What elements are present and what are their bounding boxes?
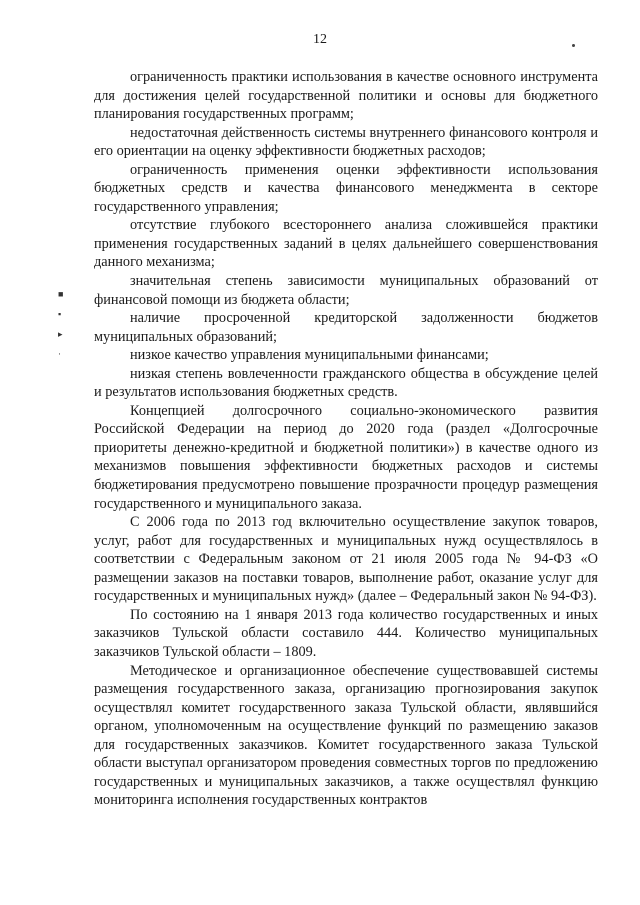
margin-mark: ▸ (58, 329, 63, 339)
scan-artifact (572, 44, 575, 47)
paragraph-federal-law-94: С 2006 года по 2013 год включительно осуществление закупок товаров, услуг, работ для государственных и муниципальных нужд осуществлялось в соответствии с Федеральным законом от 21 июля 2005 года № 94-ФЗ «О размещении заказов на поставки товаров, выполнение работ, оказание услуг для государственных и муниципальных нужд» (далее – Федеральный закон № 94-ФЗ). (94, 514, 598, 605)
document-body (94, 68, 598, 810)
paragraph-state-tasks-analysis: отсутствие глубокого всестороннего анализа сложившейся практики применения государственных заданий в целях дальнейшего совершенствования данного механизма; (94, 217, 598, 271)
paragraph-overdue-debt: наличие просроченной кредиторской задолженности бюджетов муниципальных образований; (94, 310, 598, 345)
margin-mark: ▪ (58, 309, 62, 319)
page-number: 12 (313, 32, 327, 47)
paragraph-concept-2020: Концепцией долгосрочного социально-экономического развития Российской Федерации на период до 2020 года (раздел «Долгосрочные приоритеты денежно-кредитной и бюджетной политики») в качестве одного из механизмов повышения эффективности бюджетных расходов и системы бюджетирования предусмотрено повышение прозрачности процедур размещения государственного и муниципального заказа. (94, 402, 598, 512)
margin-mark: · (58, 349, 61, 359)
paragraph-internal-control: недостаточная действенность системы внутреннего финансового контроля и его ориентации на оценку эффективности бюджетных расходов; (94, 124, 598, 160)
paragraph-limited-practice: ограниченность практики использования в качестве основного инструмента для достижения целей государственной политики и основы для бюджетного планирования государственных программ; (94, 69, 598, 123)
paragraph-municipal-finance-quality: низкое качество управления муниципальными финансами; (130, 347, 489, 364)
paragraph-efficiency-evaluation: ограниченность применения оценки эффективности использования бюджетных средств и качества финансового менеджмента в секторе государственного управления; (94, 161, 598, 215)
paragraph-civil-society: низкая степень вовлеченности гражданского общества в обсуждение целей и результатов использования бюджетных средств. (94, 365, 598, 401)
margin-mark: ■ (58, 289, 64, 299)
margin-scan-marks (58, 284, 70, 364)
paragraph-customers-count: По состоянию на 1 января 2013 года количество государственных и иных заказчиков Тульской области составило 444. Количество муниципальных заказчиков Тульской области – 1809. (94, 606, 598, 660)
paragraph-municipal-dependence: значительная степень зависимости муниципальных образований от финансовой помощи из бюджета области; (94, 273, 598, 308)
paragraph-procurement-committee: Методическое и организационное обеспечение существовавшей системы размещения государственного заказа, организацию прогнозирования закупок осуществлял комитет государственного заказа Тульской области, являвшийся органом, уполномоченным на осуществление функций по размещению заказов для государственных заказчиков. Комитет государственного заказа Тульской области выступал организатором проведения совместных торгов по предложению государственных и муниципальных заказчиков, а также осуществлял функцию мониторинга исполнения государственных контрактов (94, 662, 598, 809)
